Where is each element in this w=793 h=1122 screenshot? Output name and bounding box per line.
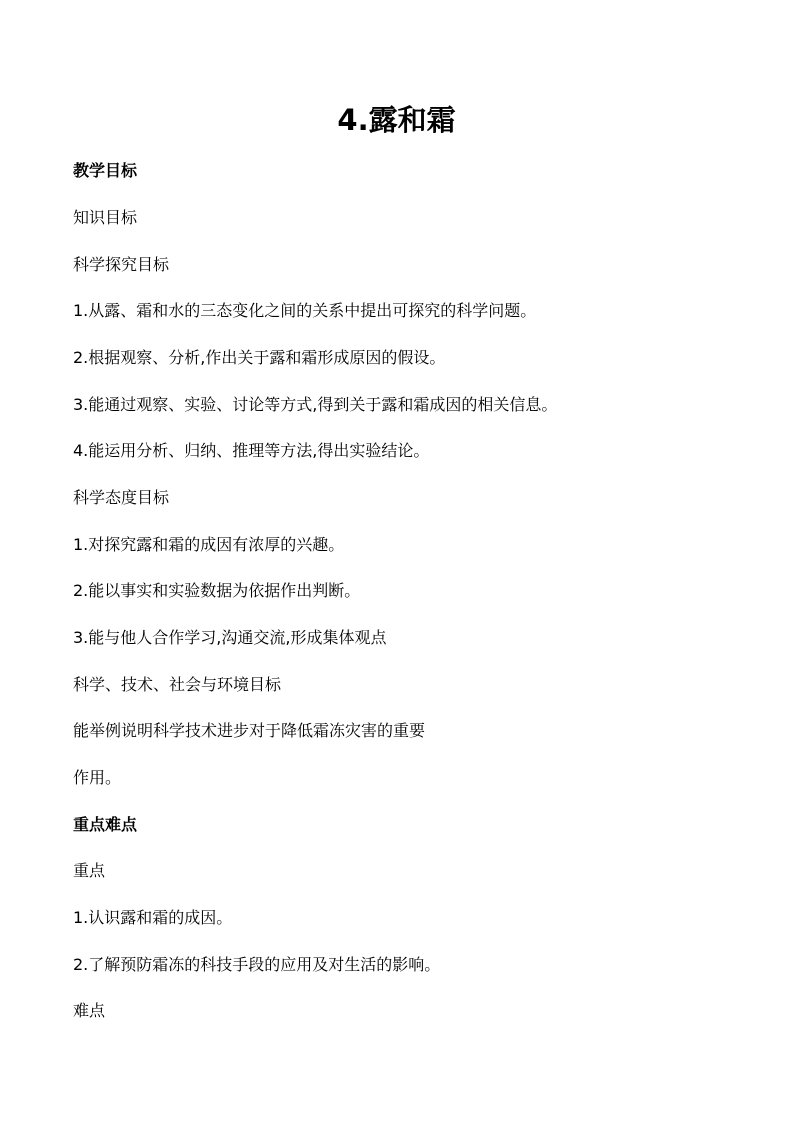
section-heading-teaching-goals: 教学目标 (73, 161, 138, 180)
subheading-knowledge-goals: 知识目标 (73, 208, 138, 227)
paragraph-key-point-1: 1.认识露和霜的成因。 (73, 908, 233, 927)
section-heading-key-difficult-points: 重点难点 (73, 815, 138, 834)
paragraph-inquiry-4: 4.能运用分析、归纳、推理等方法,得出实验结论。 (73, 441, 430, 460)
paragraph-inquiry-2: 2.根据观察、分析,作出关于露和霜形成原因的假设。 (73, 348, 446, 367)
paragraph-attitude-2: 2.能以事实和实验数据为依据作出判断。 (73, 581, 361, 600)
paragraph-key-point-2: 2.了解预防霜冻的科技手段的应用及对生活的影响。 (73, 955, 441, 974)
subheading-attitude-goals: 科学态度目标 (73, 488, 170, 507)
paragraph-stse-1-continued: 作用。 (73, 768, 122, 787)
subheading-difficult-points: 难点 (73, 1001, 106, 1020)
subheading-stse-goals: 科学、技术、社会与环境目标 (73, 675, 282, 694)
subheading-inquiry-goals: 科学探究目标 (73, 255, 170, 274)
paragraph-inquiry-1: 1.从露、霜和水的三态变化之间的关系中提出可探究的科学问题。 (73, 301, 537, 320)
paragraph-attitude-3: 3.能与他人合作学习,沟通交流,形成集体观点 (73, 628, 387, 647)
subheading-key-points: 重点 (73, 861, 106, 880)
paragraph-stse-1: 能举例说明科学技术进步对于降低霜冻灾害的重要 (73, 721, 426, 740)
document-title: 4.露和霜 (337, 103, 456, 137)
paragraph-attitude-1: 1.对探究露和霜的成因有浓厚的兴趣。 (73, 535, 345, 554)
paragraph-inquiry-3: 3.能通过观察、实验、讨论等方式,得到关于露和霜成因的相关信息。 (73, 395, 558, 414)
